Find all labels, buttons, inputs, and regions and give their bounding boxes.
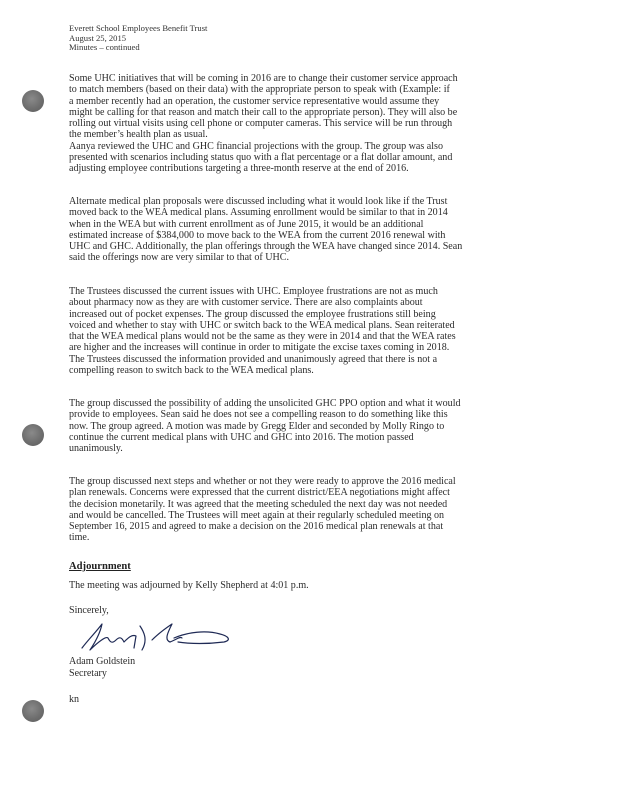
text-line: Alternate medical plan proposals were discussed including what it would look like if the Trust — [69, 196, 448, 207]
text-line: The Trustees discussed the current issues with UHC. Employee frustrations are not as much — [69, 286, 438, 297]
text-line: UHC and GHC. Additionally, the plan offerings through the WEA have changed since 2014. Sean — [69, 241, 463, 252]
text-line: unanimously. — [69, 443, 123, 454]
text-line: the member’s health plan as usual. — [69, 129, 208, 141]
text-line: plan renewals. Concerns were expressed that the current district/EEA negotiations might affect — [69, 487, 450, 499]
text-line: might be calling for that reason and match their call to the appropriate person). They will also be — [69, 106, 458, 118]
text-line: continue the current medical plans with UHC and GHC into 2016. The motion passed — [69, 431, 414, 443]
hole-punch-mark — [22, 90, 44, 112]
text-line: compelling reason to switch back to the WEA medical plans. — [69, 364, 314, 376]
adjournment-text: The meeting was adjourned by Kelly Shepherd at 4:01 p.m. — [69, 580, 309, 591]
text-line: that the WEA medical plans would not be the same as they were in 2014 and that the WEA rates — [69, 331, 456, 342]
paragraph-next-steps — [69, 476, 569, 544]
text-line: provide to employees. Sean said he does not see a compelling reason to do something like this — [69, 409, 448, 421]
paragraph-uhc-initiatives — [69, 73, 569, 174]
text-line: September 16, 2015 and agreed to make a decision on the 2016 medical plan renewals at that — [69, 521, 444, 532]
header-org: Everett School Employees Benefit Trust — [69, 23, 208, 33]
text-line: The Trustees discussed the information provided and unanimously agreed that there is not a — [69, 353, 438, 365]
adjournment-heading: Adjournment — [69, 561, 131, 572]
text-line: estimated increase of $384,000 to move back to the WEA from the current 2016 renewal with — [69, 229, 446, 241]
text-line: a member recently had an operation, the customer service representative would assume they — [69, 95, 440, 107]
signature-image — [78, 614, 238, 656]
text-line: The group discussed next steps and whether or not they were ready to approve the 2016 medical — [69, 476, 456, 487]
paragraph-ghc-ppo — [69, 398, 569, 454]
text-line: said the offerings now are very similar to that of UHC. — [69, 252, 289, 264]
text-line: about pharmacy now as they are with customer service. There are also complaints about — [69, 297, 423, 309]
text-line: when in the WEA but with current enrollment as of June 2015, it would be an additional — [69, 218, 424, 230]
hole-punch-mark — [22, 424, 44, 446]
paragraph-uhc-issues — [69, 286, 569, 376]
text-line: and would be cancelled. The Trustees will meet again at their regularly scheduled meeting on — [69, 509, 445, 521]
signatory-title: Secretary — [69, 668, 107, 679]
text-line: The group discussed the possibility of adding the unsolicited GHC PPO option and what it would — [69, 398, 461, 409]
page-header — [69, 24, 207, 53]
text-line: time. — [69, 532, 90, 544]
text-line: voiced and whether to stay with UHC or switch back to the WEA medical plans. Sean reiterated — [69, 319, 455, 331]
closing-salutation: Sincerely, — [69, 605, 109, 616]
text-line: presented with scenarios including status quo with a flat percentage or a flat dollar amount, and — [69, 151, 453, 163]
text-line: moved back to the WEA medical plans. Assuming enrollment would be similar to that in 2014 — [69, 207, 448, 219]
text-line: are higher and the increases will continue in order to mitigate the excise taxes coming in 2018. — [69, 342, 450, 354]
text-line: rolling out virtual visits using cell phone or computer cameras. This service will be run through — [69, 118, 453, 129]
text-line: to match members (based on their data) with the appropriate person to speak with (Example: if — [69, 84, 450, 96]
text-line: Aanya reviewed the UHC and GHC financial projections with the group. The group was also — [69, 140, 443, 152]
header-section: Minutes – continued — [69, 42, 140, 53]
header-date: August 25, 2015 — [69, 32, 127, 43]
text-line: the decision monetarily. It was agreed that the meeting scheduled the next day was not needed — [69, 498, 448, 510]
text-line: Some UHC initiatives that will be coming in 2016 are to change their customer service approach — [69, 73, 458, 84]
paragraph-alternate-plans — [69, 196, 569, 264]
text-line: now. The group agreed. A motion was made by Gregg Elder and seconded by Molly Ringo to — [69, 420, 445, 432]
text-line: increased out of pocket expenses. The group discussed the employee frustrations still being — [69, 308, 436, 320]
text-line: adjusting employee contributions targeting a three-month reserve at the end of 2016. — [69, 163, 409, 174]
typist-initials: kn — [69, 694, 80, 705]
hole-punch-mark — [22, 700, 44, 722]
signatory-name: Adam Goldstein — [69, 656, 136, 667]
